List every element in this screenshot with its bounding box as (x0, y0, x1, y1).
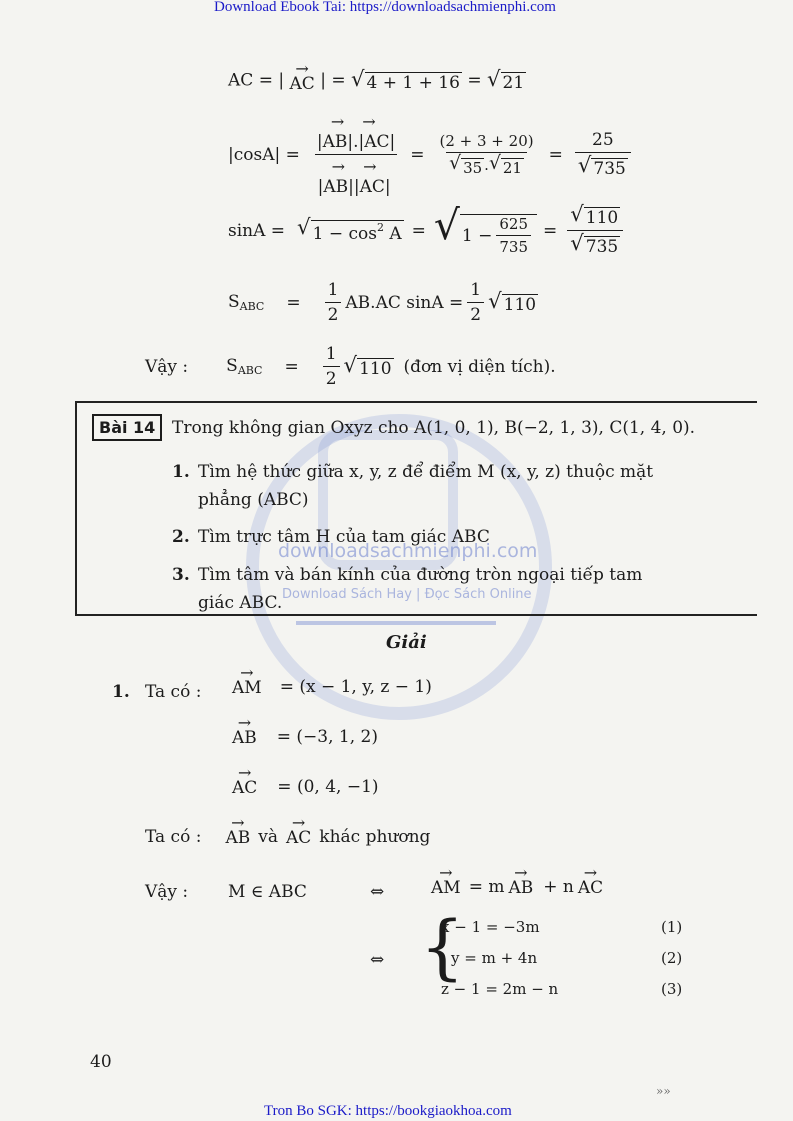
cos-number-fraction: (2 + 3 + 20) √ 35 . √ 21 (439, 132, 534, 177)
watermark-title: downloadsachmienphi.com (278, 540, 538, 562)
ab-vector-3: → AB (508, 863, 534, 898)
cos-eq: = (410, 144, 425, 165)
eq-plus: + n (543, 877, 574, 897)
iff-symbol-2: ⇔ (370, 950, 385, 970)
system-eq-3: z − 1 = 2m − n (441, 980, 559, 998)
ac-lhs: AC = | (228, 70, 285, 91)
watermark-subtitle: Download Sách Hay | Đọc Sách Online (282, 587, 532, 602)
area-formula-line (228, 280, 538, 325)
exercise-item-1-line1: Tìm hệ thức giữa x, y, z để điểm M (x, y, z) thuộc mặt (198, 462, 654, 482)
system-tag-3: (3) (661, 980, 683, 998)
s-half-2: $\frac{1}{2}$ (467, 280, 484, 325)
ac-sqrt: √ 4 + 1 + 16 (350, 67, 460, 93)
iff-symbol-1: ⇔ (370, 882, 385, 902)
s-label-2: $S_{ABC}$ (226, 356, 263, 377)
exercise-bottom-rule (75, 614, 757, 616)
eq-mid: = m (468, 877, 505, 897)
header-link[interactable]: Download Ebook Tai: https://downloadsachmienphi.com (214, 0, 556, 15)
exercise-badge: Bài 14 (92, 414, 162, 441)
vay-area-line (145, 344, 556, 389)
va-word: và (258, 827, 278, 847)
taco2-label: Ta có : (145, 827, 202, 847)
ac-vector-4: → AC (577, 863, 604, 898)
s-half-3: $\frac{1}{2}$ (323, 344, 340, 389)
cos-eq2: = (548, 144, 563, 165)
exercise-item-3-line1: Tìm tâm và bán kính của đường tròn ngoại tiếp tam (198, 565, 643, 585)
exercise-left-rule (75, 401, 77, 615)
sin-sqrt: √ $1 - \cos^2 A$ (297, 215, 402, 244)
m-in-abc: M ∈ ABC (228, 882, 307, 902)
vay-label: Vậy : (145, 356, 189, 377)
vay-note: (đơn vị diện tích). (403, 356, 556, 377)
khac-phuong-text: khác phương (319, 827, 431, 847)
vector-ac-line (232, 763, 379, 798)
vector-combination (431, 863, 604, 898)
s-sqrt: √ 110 (488, 288, 537, 315)
vector-am-line (232, 663, 432, 698)
sin-eq: = (411, 220, 426, 241)
sin-lhs: sinA = (228, 220, 286, 241)
s-label: $S_{ABC}$ (228, 292, 265, 313)
ac-value: = (0, 4, −1) (277, 777, 379, 797)
s-eq: = (286, 292, 301, 313)
sin-eq2: = (543, 220, 558, 241)
cos-vector-fraction: →→ |AB|.|AC| →→ |AB||AC| (314, 112, 398, 197)
system-tag-2: (2) (661, 949, 683, 967)
am-vector: → AM (232, 663, 262, 698)
system-tag-1: (1) (661, 918, 683, 936)
s-sqrt-2: √ 110 (343, 352, 392, 379)
s-eq-2: = (284, 356, 299, 377)
ac-result: √ 21 (486, 67, 525, 93)
ac-vector: → AC (289, 59, 315, 94)
exercise-item-1-num: 1. (172, 462, 190, 482)
ac-eq2: = (467, 70, 482, 91)
khac-phuong-line (145, 813, 431, 848)
cos-line (228, 112, 635, 197)
corner-mark: »» (656, 1084, 671, 1098)
exercise-item-3-num: 3. (172, 565, 190, 585)
exercise-item-1-line2: phẳng (ABC) (198, 490, 309, 510)
taco-label: Ta có : (145, 682, 202, 702)
s-mid: AB.AC sinA = (345, 292, 464, 313)
system-eq-2: y = m + 4n (451, 949, 538, 967)
solution-heading: Giải (386, 632, 427, 653)
cos-result: 25 √ 735 (575, 130, 631, 179)
sin-big-sqrt: √ 1 − $\frac{625}{735}$ (434, 205, 537, 256)
exercise-item-3-line2: giác ABC. (198, 593, 283, 613)
vay-label-2: Vậy : (145, 882, 189, 902)
exercise-intro: Trong không gian Oxyz cho A(1, 0, 1), B(−2, 1, 3), C(1, 4, 0). (172, 418, 696, 438)
am-value: = (x − 1, y, z − 1) (279, 677, 432, 697)
ac-vector-2: → AC (232, 763, 258, 798)
sin-line (228, 201, 627, 257)
ac-length-line (228, 59, 526, 94)
system-brace: { (420, 906, 465, 988)
exercise-top-rule (75, 401, 757, 403)
system-eq-1: x − 1 = −3m (441, 918, 540, 936)
sin-result: √ 110 √ 735 (567, 204, 623, 257)
ab-vector: → AB (232, 713, 257, 748)
ac-vector-3: → AC (285, 813, 312, 848)
exercise-item-2-line1: Tìm trực tâm H của tam giác ABC (198, 527, 490, 547)
watermark-bar (296, 621, 496, 625)
ab-vector-2: → AB (225, 813, 251, 848)
am-vector-2: → AM (431, 863, 461, 898)
vector-ab-line (232, 713, 379, 748)
exercise-item-2-num: 2. (172, 527, 190, 547)
cos-lhs: |cosA| = (228, 144, 300, 165)
step-1-label: 1. (112, 682, 130, 702)
footer-link[interactable]: Tron Bo SGK: https://bookgiaokhoa.com (264, 1103, 512, 1119)
ab-value: = (−3, 1, 2) (276, 727, 379, 747)
s-half: $\frac{1}{2}$ (325, 280, 342, 325)
page-number: 40 (90, 1052, 112, 1072)
ac-mid: | = (320, 70, 346, 91)
